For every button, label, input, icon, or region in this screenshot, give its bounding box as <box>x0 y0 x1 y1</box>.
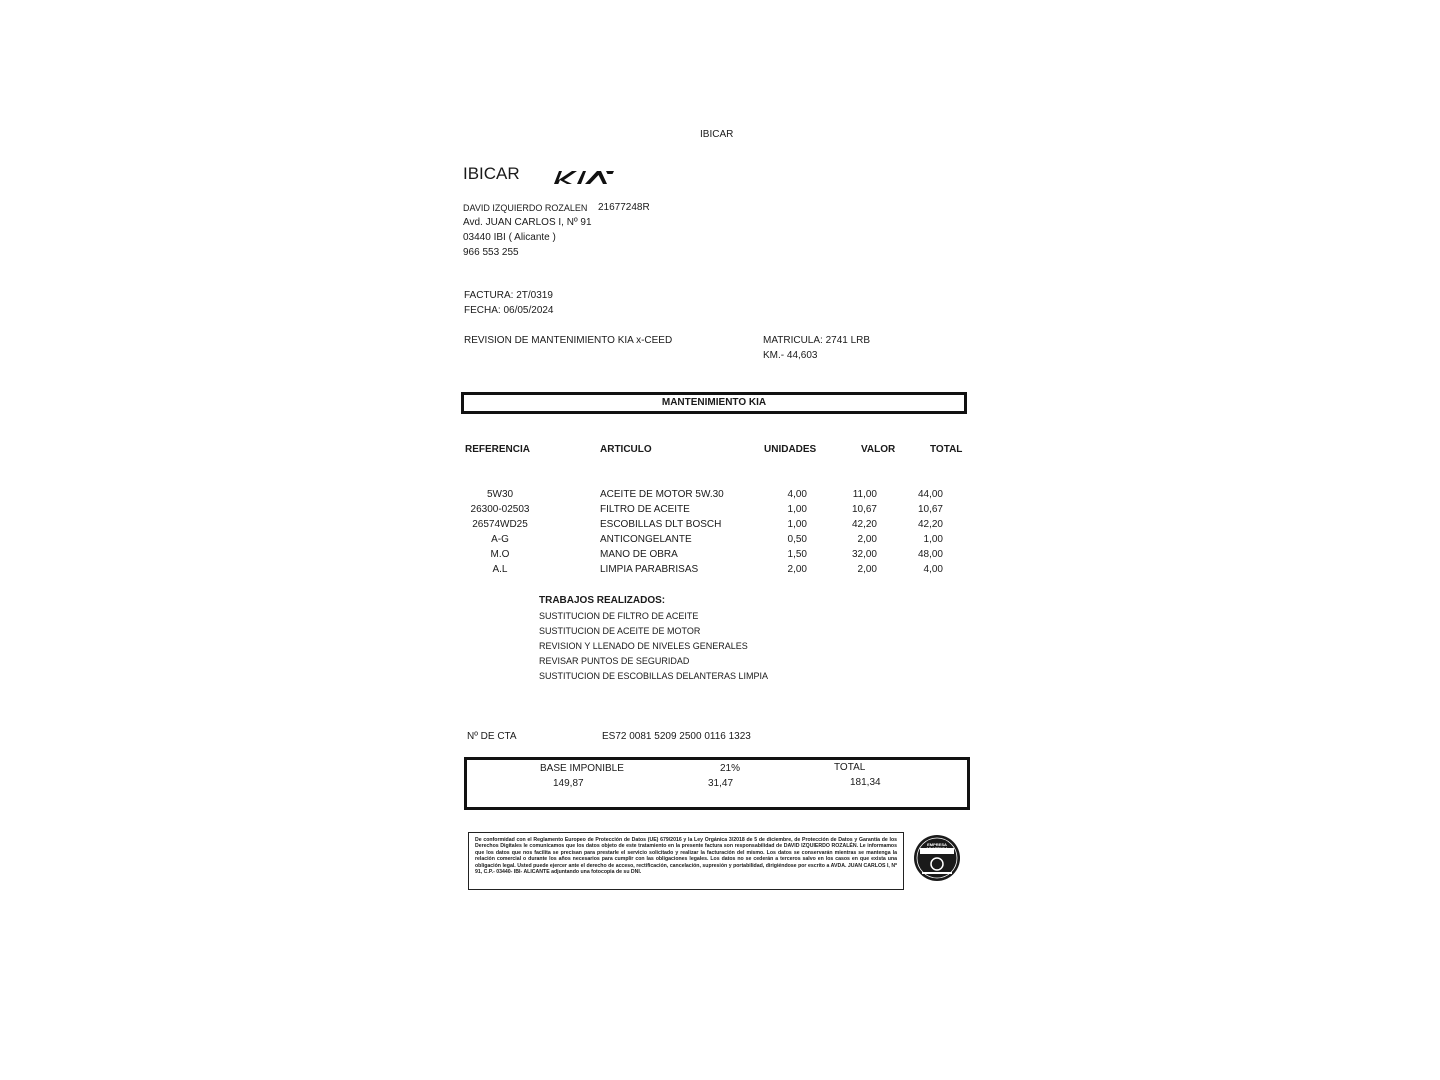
section-title: MANTENIMIENTO KIA <box>661 397 767 408</box>
company-name: DAVID IZQUIERDO ROZALEN <box>463 203 588 213</box>
invoice-date: FECHA: 06/05/2024 <box>464 305 554 316</box>
company-address: Avd. JUAN CARLOS I, Nº 91 <box>463 217 592 228</box>
legal-notice: De conformidad con el Reglamento Europeo de Protección de Datos (UE) 679/2016 y la Ley Orgánica 3/2018 de 5 de diciembre, de Protección de Datos y Garantía de los Derechos Digitales le comunicamos que los datos objeto de este tratamiento en la presente factura son responsabilidad de DAVID IZQUIERDO ROZALÉN. Le informamos que los datos que nos facilita se precisan para prestarle el servicio solicitado y realizar la facturación del mismo. Los datos se conservarán mientras se mantenga la relación comercial o durante los años necesarios para cumplir con las obligaciones legales. Los datos no se cederán a terceros salvo en los casos en que exista una obligación legal. Usted puede ejercer ante el derecho de acceso, rectificación, cancelación, supresión y portabilidad, dirigiéndose por escrito a AVDA. JUAN CARLOS I, Nº 91, C.P.- 03440- IBI- ALICANTE adjuntando una fotocopia de su DNI. <box>468 832 904 890</box>
row-total: 42,20 <box>917 519 943 530</box>
row-units: 4,00 <box>787 489 807 500</box>
work-item: SUSTITUCION DE ESCOBILLAS DELANTERAS LIMPIA <box>539 671 769 681</box>
row-ref: 26300-02503 <box>470 504 530 515</box>
row-article: FILTRO DE ACEITE <box>600 504 690 515</box>
row-ref: 26574WD25 <box>472 519 528 530</box>
header-unidades: UNIDADES <box>764 444 817 455</box>
invoice-number: FACTURA: 2T/0319 <box>464 290 553 301</box>
row-ref: 5W30 <box>486 489 514 500</box>
section-title-box <box>461 392 967 414</box>
row-total: 4,00 <box>923 564 943 575</box>
row-units: 1,50 <box>787 549 807 560</box>
invoice-description: REVISION DE MANTENIMIENTO KIA x-CEED <box>464 335 673 346</box>
works-title: TRABAJOS REALIZADOS: <box>539 595 666 606</box>
base-value: 149,87 <box>553 778 584 789</box>
work-item: SUSTITUCION DE ACEITE DE MOTOR <box>539 626 701 636</box>
iva-label: 21% <box>720 763 741 774</box>
vehicle-plate: MATRICULA: 2741 LRB <box>763 335 871 346</box>
total-value: 181,34 <box>850 777 881 788</box>
row-article: LIMPIA PARABRISAS <box>600 564 699 575</box>
work-item: REVISAR PUNTOS DE SEGURIDAD <box>539 656 690 666</box>
company-nif: 21677248R <box>598 202 650 213</box>
iva-value: 31,47 <box>708 778 734 789</box>
row-total: 48,00 <box>917 549 943 560</box>
row-total: 10,67 <box>917 504 943 515</box>
row-ref: A-G <box>491 534 509 545</box>
work-item: REVISION Y LLENADO DE NIVELES GENERALES <box>539 641 748 651</box>
brand-name: IBICAR <box>463 164 520 183</box>
header-valor: VALOR <box>861 444 896 455</box>
vehicle-km: KM.- 44,603 <box>763 350 818 361</box>
row-article: ANTICONGELANTE <box>600 534 692 545</box>
header-total: TOTAL <box>930 444 963 455</box>
account-label: Nº DE CTA <box>467 731 517 742</box>
row-article: MANO DE OBRA <box>600 549 678 560</box>
row-total: 44,00 <box>917 489 943 500</box>
work-item: SUSTITUCION DE FILTRO DE ACEITE <box>539 611 699 621</box>
row-article: ESCOBILLAS DLT BOSCH <box>600 519 722 530</box>
row-units: 0,50 <box>787 534 807 545</box>
row-units: 1,00 <box>787 519 807 530</box>
row-value: 42,20 <box>851 519 877 530</box>
company-city: 03440 IBI ( Alicante ) <box>463 232 556 243</box>
header-ibicar-label: IBICAR <box>700 129 734 140</box>
total-label: TOTAL <box>834 762 866 773</box>
account-iban: ES72 0081 5209 2500 0116 1323 <box>602 731 751 742</box>
row-ref: A.L <box>492 564 508 575</box>
row-value: 32,00 <box>851 549 877 560</box>
kia-logo-icon <box>552 168 616 193</box>
row-value: 11,00 <box>852 489 877 500</box>
row-units: 2,00 <box>787 564 807 575</box>
row-total: 1,00 <box>923 534 943 545</box>
row-units: 1,00 <box>787 504 807 515</box>
base-label: BASE IMPONIBLE <box>540 763 624 774</box>
company-phone: 966 553 255 <box>463 247 519 258</box>
row-ref: M.O <box>490 549 510 560</box>
header-referencia: REFERENCIA <box>465 444 531 455</box>
row-value: 10,67 <box>851 504 877 515</box>
row-article: ACEITE DE MOTOR 5W.30 <box>600 489 724 500</box>
row-value: 2,00 <box>857 534 877 545</box>
row-value: 2,00 <box>857 564 877 575</box>
seal-text: EMPRESA ADAPTADA <box>925 842 949 851</box>
header-articulo: ARTICULO <box>600 444 652 455</box>
